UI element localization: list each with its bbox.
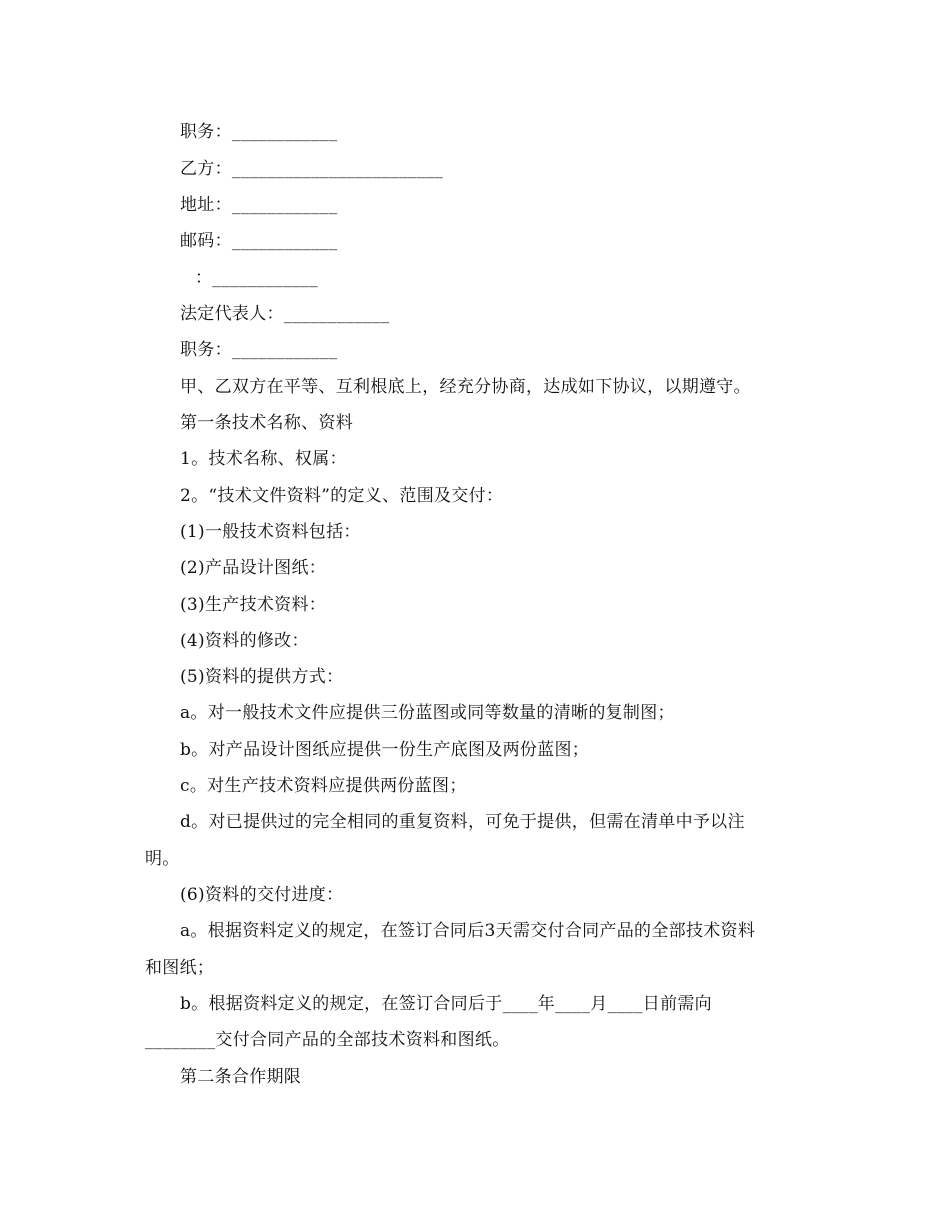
legal-rep-line: 法定代表人：____________ — [180, 304, 390, 324]
article-1-heading: 第一条技术名称、资料 — [180, 413, 353, 433]
postcode-line: 邮码：____________ — [180, 231, 338, 251]
delivery-a: a。根据资料定义的规定，在签订合同后3天需交付合同产品的全部技术资料 — [180, 921, 756, 941]
delivery-b: b。根据资料定义的规定，在签订合同后于____年____月____日前需向 — [180, 994, 712, 1014]
subitem-5: (5)资料的提供方式： — [180, 667, 344, 687]
item-1: 1。技术名称、权属： — [180, 449, 347, 469]
position-line-2: 职务：____________ — [180, 340, 338, 360]
unlabeled-field-line: ：____________ — [195, 268, 318, 288]
article-2-heading: 第二条合作期限 — [180, 1067, 302, 1087]
subitem-1: (1)一般技术资料包括： — [180, 522, 361, 542]
party-b-line: 乙方：________________________ — [180, 159, 444, 179]
subitem-3: (3)生产技术资料： — [180, 595, 327, 615]
provision-b: b。对产品设计图纸应提供一份生产底图及两份蓝图； — [180, 740, 590, 760]
delivery-a-cont: 和图纸； — [145, 958, 215, 978]
provision-d-cont: 明。 — [145, 849, 180, 869]
address-line: 地址：____________ — [180, 195, 338, 215]
provision-c: c。对生产技术资料应提供两份蓝图； — [180, 776, 467, 796]
provision-d: d。对已提供过的完全相同的重复资料，可免于提供，但需在清单中予以注 — [180, 812, 745, 832]
agreement-intro: 甲、乙双方在平等、互利根底上，经充分协商，达成如下协议，以期遵守。 — [180, 377, 751, 397]
provision-a: a。对一般技术文件应提供三份蓝图或同等数量的清晰的复制图； — [180, 703, 675, 723]
item-2: 2。“技术文件资料”的定义、范围及交付： — [180, 486, 504, 506]
delivery-b-cont: ________交付合同产品的全部技术资料和图纸。 — [145, 1030, 510, 1050]
subitem-2: (2)产品设计图纸： — [180, 558, 327, 578]
subitem-6: (6)资料的交付进度： — [180, 885, 344, 905]
subitem-4: (4)资料的修改： — [180, 631, 309, 651]
position-line-1: 职务：____________ — [180, 122, 338, 142]
